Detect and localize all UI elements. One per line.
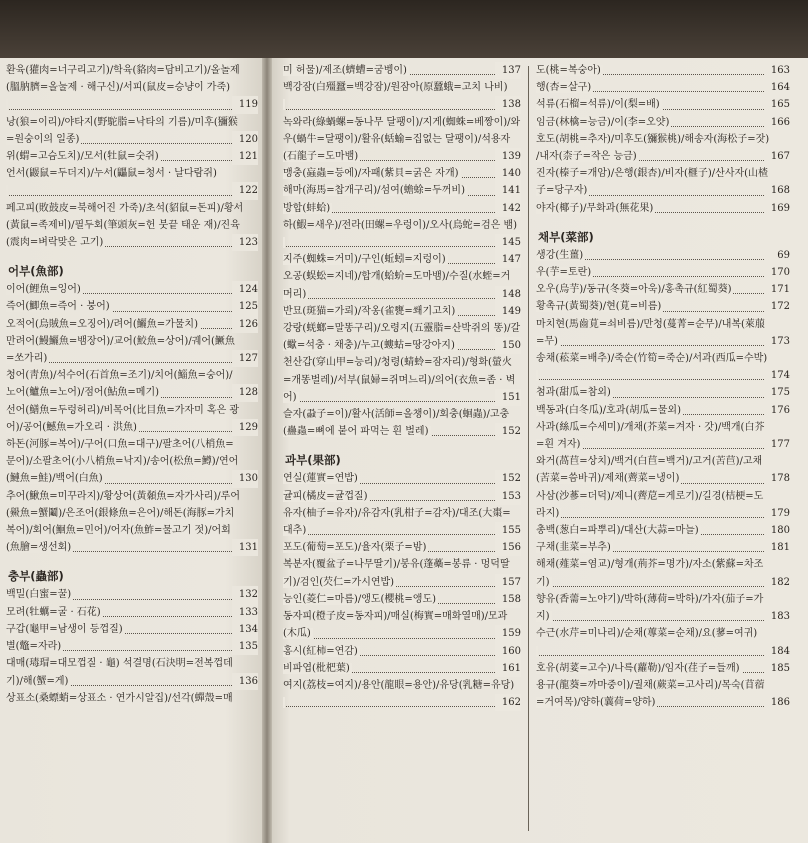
entry-text: 여지(荔枝=여지)/용안(龍眼=용안)/유당(乳糖=유당) <box>283 679 515 691</box>
page-number: 130 <box>232 470 258 487</box>
page-number: 131 <box>232 539 258 556</box>
page-number: 186 <box>764 694 790 711</box>
index-entry-with-page <box>283 643 521 660</box>
index-entry-line <box>283 114 521 131</box>
index-entry-with-page <box>536 200 790 217</box>
entry-text: 별(鼈=자라) <box>6 641 62 653</box>
entry-text: 오적어(烏賊魚=오징어)/려어(鱺魚=가물치) <box>6 318 198 330</box>
index-entry-with-page <box>536 281 790 298</box>
index-entry-with-page <box>536 402 790 419</box>
index-entry-with-page <box>6 384 258 401</box>
index-entry-with-page <box>6 350 258 367</box>
index-entry-line <box>283 79 521 96</box>
entry-text: 연실(蓮實=연밥) <box>283 473 358 485</box>
index-entry-line <box>6 453 258 470</box>
index-entry-with-page <box>283 62 521 79</box>
entry-text: 복어)/회어(鮰魚=민어)/어자(魚鮓=물고기 젓)/어회 <box>6 525 231 537</box>
entry-text: 구채(韭菜=부추) <box>536 542 611 554</box>
index-entry-with-page <box>536 247 790 264</box>
entry-text: 어) <box>283 391 297 403</box>
entry-text: 해마(海馬=찹개구리)/섬여(蟾蜍=두꺼비) <box>283 185 465 197</box>
index-entry-with-page <box>6 586 258 603</box>
index-entry-with-page <box>6 131 258 148</box>
page-number: 148 <box>495 286 521 303</box>
entry-text: 하돈(河豚=복어)/구어(口魚=대구)/팔초어(八梢魚= <box>6 439 234 451</box>
page-number: 158 <box>495 591 521 608</box>
section-gap <box>6 556 258 566</box>
entry-text: 선어(鱔魚=두렁허리)/비목어(比目魚=가자미 혹은 광 <box>6 404 240 416</box>
entry-text: =무) <box>536 335 558 347</box>
index-entry-line <box>6 333 258 350</box>
entry-text: 수근(水芹=미나리)/순채(蓴菜=순채)/요(蓼=여귀) <box>536 628 758 640</box>
page-number: 167 <box>764 148 790 165</box>
index-entry-line <box>6 488 258 505</box>
entry-text: 이어(鯉魚=잉어) <box>6 284 81 296</box>
entry-text: 지주(蜘蛛=거미)/구인(蚯蚓=지렁이) <box>283 254 446 266</box>
index-entry-line <box>283 677 521 694</box>
entry-text: 총백(葱白=파뿌리)/대산(大蒜=마늘) <box>536 525 699 537</box>
index-entry-with-page <box>6 234 258 251</box>
index-entry-with-page <box>6 604 258 621</box>
page-number: 127 <box>232 350 258 367</box>
page-number: 179 <box>764 505 790 522</box>
index-entry-line <box>283 505 521 522</box>
entry-text: 페고피(敗鼓皮=북해어진 가죽)/초석(貂鼠=돈피)/황서 <box>6 202 244 214</box>
entry-text: 홍시(紅柿=연감) <box>283 645 358 657</box>
index-entry-line <box>6 79 258 96</box>
entry-text: 포도(葡萄=포도)/율자(栗子=밤) <box>283 542 427 554</box>
index-entry-with-page <box>536 470 790 487</box>
entry-text: 문어)/소팔초어(小八梢魚=낙지)/송어(松魚=鱒)/연어 <box>6 456 239 468</box>
entry-text <box>6 185 8 196</box>
index-entry-line <box>536 625 790 642</box>
page-number: 150 <box>495 337 521 354</box>
index-entry-with-page <box>536 96 790 113</box>
entry-text: 반묘(斑猫=가뢰)/작옹(雀甕=쐐기고치) <box>283 305 456 317</box>
entry-text: 위(蝟=고슴도치)/모서(牡鼠=숫쥐) <box>6 151 159 163</box>
entry-text: 호유(胡荽=고수)/나륵(蘿勒)/임자(荏子=들깨) <box>536 662 740 674</box>
index-entry-line <box>536 488 790 505</box>
index-entry-line <box>536 131 790 148</box>
page-number: 184 <box>764 643 790 660</box>
page-number: 147 <box>495 251 521 268</box>
entry-text: 복분자(覆盆子=나무딸기)/봉유(蓬蘽=봉류 · 멍덕딸 <box>283 559 510 571</box>
section-gap <box>283 440 521 450</box>
entry-text: 라지) <box>536 507 560 519</box>
entry-text: 모려(牡蠣=굴 · 石花) <box>6 606 101 618</box>
entry-text: 능인(菱仁=마름)/앵도(櫻桃=앵도) <box>283 593 437 605</box>
entry-text: 우(芋=토란) <box>536 267 592 279</box>
page-number: 155 <box>495 522 521 539</box>
entry-text: 마치현(馬齒莧=쇠비름)/만청(蔓菁=순무)/내복(萊菔 <box>536 318 765 330</box>
entry-text: 어)/공어(鱤魚=가오리 · 洪魚) <box>6 421 137 433</box>
index-entry-line <box>536 677 790 694</box>
entry-text: 대매(瑇瑁=대모껍질 · 龜) 석결명(石決明=전복껍데 <box>6 658 233 670</box>
page-number: 172 <box>764 298 790 315</box>
page-number: 134 <box>232 621 258 638</box>
index-entry-line <box>6 690 258 707</box>
entry-text: 호도(胡桃=추자)/미후도(獼猴桃)/해송자(海松子=잣) <box>536 133 770 145</box>
entry-text: 즉어(鯽魚=즉어 · 붕어) <box>6 301 110 313</box>
section-gap <box>6 251 258 261</box>
page-number: 152 <box>495 470 521 487</box>
index-entry-with-page <box>536 522 790 539</box>
index-entry-line <box>6 522 258 539</box>
index-entry-with-page <box>283 96 521 113</box>
page-number: 135 <box>232 638 258 655</box>
page-number: 142 <box>495 200 521 217</box>
entry-text: 향유(香薷=노야기)/박하(薄荷=박하)/가자(茄子=가 <box>536 593 764 605</box>
page-number: 169 <box>764 200 790 217</box>
entry-text: 지) <box>536 611 550 623</box>
entry-text: 기)/해(蟹=게) <box>6 675 69 687</box>
page-number: 133 <box>232 604 258 621</box>
index-entry-with-page <box>6 281 258 298</box>
entry-text: (黃鼠=족제비)/필두회(筆頭灰=헌 붓끝 태운 재)/진육 <box>6 219 240 231</box>
index-entry-with-page <box>536 79 790 96</box>
entry-text <box>283 237 285 248</box>
entry-text: 천산갑(穿山甲=능리)/청령(蜻蛉=잠자리)/형화(螢火 <box>283 357 512 369</box>
page-number: 126 <box>232 316 258 333</box>
entry-text: 환육(獾肉=너구리고기)/학육(貉肉=담비고기)/올놀제 <box>6 65 240 76</box>
page-number: 168 <box>764 182 790 199</box>
index-entry-with-page <box>283 625 521 642</box>
page-number: 178 <box>764 470 790 487</box>
section-heading: 채부(菜部) <box>538 229 594 244</box>
index-entry-with-page <box>536 367 790 384</box>
entry-text: (蠍=석충 · 채충)/누고(螻蛄=땅강아지) <box>283 340 455 352</box>
page-number: 149 <box>495 303 521 320</box>
index-entry-with-page <box>283 539 521 556</box>
entry-text: 기) <box>536 576 550 588</box>
page-number: 136 <box>232 673 258 690</box>
page-number: 141 <box>495 182 521 199</box>
entry-text: 우(蝸牛=달팽이)/활유(蛞蝓=집없는 달팽이)/석용자 <box>283 133 511 145</box>
index-entry-line <box>6 436 258 453</box>
page-number: 176 <box>764 402 790 419</box>
entry-text: (鱟魚=蟹鬮)/은조어(銀條魚=은어)/해돈(海豚=가치 <box>6 507 235 519</box>
index-entry-with-page <box>536 333 790 350</box>
entry-text: (木瓜) <box>283 628 311 640</box>
page-number: 123 <box>232 234 258 251</box>
page-number: 69 <box>764 247 790 264</box>
page-number: 177 <box>764 436 790 453</box>
page-number: 137 <box>495 62 521 79</box>
index-entry-line <box>283 131 521 148</box>
entry-text: 백동과(白冬瓜)/호과(胡瓜=물외) <box>536 404 681 416</box>
page-number: 162 <box>495 694 521 711</box>
entry-text: (蠱蟲=뼈에 붙어 파먹는 흰 벌레) <box>283 426 429 438</box>
column-divider <box>528 66 529 831</box>
index-entry-with-page <box>536 505 790 522</box>
page-number: 182 <box>764 574 790 591</box>
page-number: 121 <box>232 148 258 165</box>
page-number: 145 <box>495 234 521 251</box>
index-column-right <box>536 62 790 835</box>
index-entry-line <box>536 350 790 367</box>
entry-text: 방합(蚌蛤) <box>283 202 331 214</box>
page-number: 152 <box>495 423 521 440</box>
index-entry-with-page <box>6 316 258 333</box>
entry-text: 임금(林檎=능금)/이(李=오얏) <box>536 116 670 128</box>
index-entry-with-page <box>283 303 521 320</box>
entry-text: 유자(柚子=유자)/유감자(乳柑子=감자)/대조(大棗= <box>283 507 511 519</box>
index-entry-line <box>536 556 790 573</box>
index-entry-with-page <box>283 286 521 303</box>
index-entry-with-page <box>283 694 521 711</box>
index-entry-with-page <box>536 384 790 401</box>
index-entry-with-page <box>283 574 521 591</box>
index-entry-with-page <box>536 608 790 625</box>
index-entry-with-page <box>283 234 521 251</box>
index-entry-with-page <box>283 522 521 539</box>
entry-text: =원숭이의 일종) <box>6 133 80 145</box>
entry-text: 진자(榛子=개암)/은행(銀杏)/비자(榧子)/산사자(山楂 <box>536 168 769 180</box>
entry-text: /내자(柰子=작은 능금) <box>536 151 637 163</box>
entry-text: 슬자(蝨子=이)/활사(活師=올챙이)/회충(蛔蟲)/고충 <box>283 409 510 421</box>
entry-text: 대추) <box>283 525 307 537</box>
index-entry-line <box>283 320 521 337</box>
index-entry-with-page <box>283 251 521 268</box>
entry-text: 구갑(龜甲=남생이 등껍질) <box>6 623 123 635</box>
page-number: 140 <box>495 165 521 182</box>
entry-text: 맹충(蝱蟲=등에)/자패(紫貝=굵은 자개) <box>283 168 459 180</box>
index-entry-line <box>536 165 790 182</box>
index-entry-with-page <box>536 643 790 660</box>
index-entry-line <box>6 165 258 182</box>
entry-text <box>536 646 538 657</box>
index-column-middle <box>283 62 521 835</box>
page-number: 183 <box>764 608 790 625</box>
page-number: 180 <box>764 522 790 539</box>
page-number: 160 <box>495 643 521 660</box>
page-number: 138 <box>495 96 521 113</box>
index-entry-line <box>283 354 521 371</box>
entry-text: (苦菜=씀바귀)/제채(薺菜=냉이) <box>536 473 680 485</box>
index-entry-with-page <box>283 182 521 199</box>
entry-text: =거여목)/양하(蘘荷=양하) <box>536 697 656 709</box>
index-entry-with-page <box>6 621 258 638</box>
page-number: 181 <box>764 539 790 556</box>
page-number: 122 <box>232 182 258 199</box>
index-entry-with-page <box>6 148 258 165</box>
index-entry-line <box>6 402 258 419</box>
entry-text: 황촉규(黃蜀葵)/현(莧=비름) <box>536 301 662 313</box>
index-entry-with-page <box>536 182 790 199</box>
index-entry-line <box>6 655 258 672</box>
entry-text: 녹와라(綠蝸螺=동나무 달팽이)/지게(蜘蛛=베짱이)/와 <box>283 116 521 128</box>
index-entry-with-page <box>536 574 790 591</box>
index-entry-line <box>283 268 521 285</box>
index-entry-line <box>536 316 790 333</box>
index-entry-line <box>283 217 521 234</box>
index-entry-with-page <box>536 436 790 453</box>
index-entry-with-page <box>6 419 258 436</box>
page-number: 153 <box>495 488 521 505</box>
entry-text: 만려어(鰻鱺魚=뱀장어)/교어(鮫魚=상어)/궤어(鱖魚 <box>6 335 235 347</box>
index-entry-line <box>6 114 258 131</box>
entry-text <box>283 99 285 110</box>
page-number: 165 <box>764 96 790 113</box>
entry-text: 낭(狼=이리)/야타지(野駝脂=낙타의 기름)/미후(獼猴 <box>6 116 238 128</box>
page-number: 128 <box>232 384 258 401</box>
entry-text <box>6 99 8 110</box>
entry-text <box>283 697 285 708</box>
index-entry-with-page <box>283 660 521 677</box>
index-entry-with-page <box>283 488 521 505</box>
section-gap <box>536 217 790 227</box>
page-number: 159 <box>495 625 521 642</box>
page-number: 174 <box>764 367 790 384</box>
page-number: 157 <box>495 574 521 591</box>
page-number: 185 <box>764 660 790 677</box>
entry-text: (震肉=벼락맞은 고기) <box>6 237 104 249</box>
entry-text: 백밀(白蜜=꿀) <box>6 589 72 601</box>
index-entry-with-page <box>536 539 790 556</box>
entry-text: 하(鰕=새우)/전라(田螺=우렁이)/오사(烏蛇=검은 뱀) <box>283 219 518 231</box>
page-number: 173 <box>764 333 790 350</box>
entry-text: =흰 겨자) <box>536 439 581 451</box>
index-entry-with-page <box>283 200 521 217</box>
page-number: 124 <box>232 281 258 298</box>
page-number: 163 <box>764 62 790 79</box>
index-entry-line <box>536 419 790 436</box>
page-number: 161 <box>495 660 521 677</box>
entry-text: 미 허물)/제조(蠐螬=굼벵이) <box>283 65 407 76</box>
entry-text: 오우(烏芋)/동규(冬葵=아욱)/홍촉규(紅蜀葵) <box>536 284 732 296</box>
entry-text: 야자(椰子)/무화과(無花果) <box>536 202 654 214</box>
entry-text: 비파엽(枇杷葉) <box>283 662 350 674</box>
index-entry-with-page <box>283 389 521 406</box>
index-entry-line <box>283 556 521 573</box>
index-entry-line <box>536 591 790 608</box>
entry-text: 머리) <box>283 288 307 300</box>
index-entry-line <box>283 608 521 625</box>
entry-text: =개똥벌레)/서부(鼠婦=쥐며느리)/의어(衣魚=좀 · 벽 <box>283 374 516 386</box>
index-entry-with-page <box>6 96 258 113</box>
page-number: 156 <box>495 539 521 556</box>
entry-text: 子=당구자) <box>536 185 588 197</box>
section-heading: 과부(果部) <box>285 453 341 468</box>
index-entry-with-page <box>536 264 790 281</box>
entry-text: (鰱魚=鮭)/백어(白魚) <box>6 473 103 485</box>
entry-text: 추어(鰍魚=미꾸라지)/황상어(黃顙魚=자가사리)/루어 <box>6 490 241 502</box>
index-entry-with-page <box>283 165 521 182</box>
page-number: 166 <box>764 114 790 131</box>
entry-text: 해채(薤菜=염교)/형개(荊芥=명가)/자소(紫蘇=차조 <box>536 559 764 571</box>
entry-text: 용규(龍葵=까마중이)/궐채(蕨菜=고사리)/목숙(苜蓿 <box>536 679 765 691</box>
book-gutter <box>262 58 272 843</box>
entry-text: 기)/검인(芡仁=가시연밥) <box>283 576 395 588</box>
index-entry-with-page <box>283 337 521 354</box>
page-number: 170 <box>764 264 790 281</box>
entry-text: =쏘가리) <box>6 353 48 365</box>
section-heading: 충부(蟲部) <box>8 569 64 584</box>
page-number: 151 <box>495 389 521 406</box>
entry-text: 생강(生薑) <box>536 249 584 261</box>
entry-text: 도(桃=복숭아) <box>536 65 601 76</box>
index-entry-line <box>6 217 258 234</box>
dark-background-top <box>0 0 808 58</box>
index-entry-with-page <box>6 638 258 655</box>
entry-text: (石龍子=도마뱀) <box>283 151 359 163</box>
entry-text: 송채(菘菜=배추)/죽순(竹筍=죽순)/서과(西瓜=수박) <box>536 353 768 365</box>
index-entry-with-page <box>536 660 790 677</box>
page-number: 119 <box>232 96 258 113</box>
index-column-left <box>6 62 258 835</box>
entry-text: (魚膾=생선회) <box>6 542 72 554</box>
entry-text: (膃肭臍=올눌제 · 해구신)/서피(鼠皮=승냥이 가죽) <box>6 82 231 94</box>
entry-text: 동자피(橙子皮=동자피)/매실(梅實=매화열매)/모과 <box>283 611 508 623</box>
page-number: 125 <box>232 298 258 315</box>
index-entry-with-page <box>283 591 521 608</box>
entry-text: 백강잠(白殭蠶=백강잠)/원잠아(原蠶蛾=고치 나비) <box>283 82 508 94</box>
index-entry-line <box>6 505 258 522</box>
entry-text: 노어(鱸魚=노어)/점어(鮎魚=메기) <box>6 387 160 399</box>
entry-text: 와거(萵苣=상치)/백거(白苣=백거)/고거(苦苣)/고채 <box>536 456 763 468</box>
index-entry-with-page <box>6 673 258 690</box>
page-number: 175 <box>764 384 790 401</box>
index-entry-with-page <box>6 182 258 199</box>
index-entry-with-page <box>283 423 521 440</box>
page-number: 129 <box>232 419 258 436</box>
entry-text: 석류(石榴=석류)/이(梨=배) <box>536 99 660 111</box>
page-number: 120 <box>232 131 258 148</box>
index-entry-line <box>6 62 258 79</box>
entry-text <box>536 370 538 381</box>
entry-text: 사삼(沙蔘=더덕)/제니(薺苨=게로기)/길경(桔梗=도 <box>536 490 764 502</box>
index-entry-with-page <box>6 298 258 315</box>
page-number: 132 <box>232 586 258 603</box>
index-entry-with-page <box>536 298 790 315</box>
entry-text: 강랑(蜣螂=말똥구리)/오령지(五靈脂=산박쥐의 똥)/갈 <box>283 323 521 335</box>
entry-text: 귤피(橘皮=귤껍질) <box>283 490 368 502</box>
entry-text: 행(杏=살구) <box>536 82 592 94</box>
index-entry-line <box>6 367 258 384</box>
index-entry-with-page <box>283 148 521 165</box>
index-entry-with-page <box>536 114 790 131</box>
entry-text: 청어(靑魚)/석수어(石首魚=조기)/치어(鯔魚=숭어)/ <box>6 370 233 382</box>
entry-text: 언서(鼹鼠=두더지)/누서(鼺鼠=청서 · 날다람쥐) <box>6 168 217 180</box>
index-entry-with-page <box>6 470 258 487</box>
entry-text: 상표소(桑螵蛸=상표소 · 연가시알집)/선각(蟬殼=매 <box>6 692 233 704</box>
entry-text: 사과(絲瓜=수세미)/개채(芥菜=겨자 · 갓)/백개(白芥 <box>536 421 765 433</box>
index-entry-with-page <box>536 148 790 165</box>
index-entry-with-page <box>6 539 258 556</box>
index-entry-line <box>283 372 521 389</box>
index-entry-with-page <box>536 694 790 711</box>
index-entry-line <box>283 406 521 423</box>
index-entry-with-page <box>283 470 521 487</box>
page-number: 164 <box>764 79 790 96</box>
entry-text: 오공(蜈蚣=지네)/합개(蛤蚧=도마뱀)/수질(水蛭=거 <box>283 271 511 283</box>
index-entry-line <box>6 200 258 217</box>
index-entry-with-page <box>536 62 790 79</box>
section-heading: 어부(魚部) <box>8 264 64 279</box>
index-entry-line <box>536 453 790 470</box>
page-number: 171 <box>764 281 790 298</box>
entry-text: 첨과(甜瓜=참외) <box>536 387 611 399</box>
page-number: 139 <box>495 148 521 165</box>
